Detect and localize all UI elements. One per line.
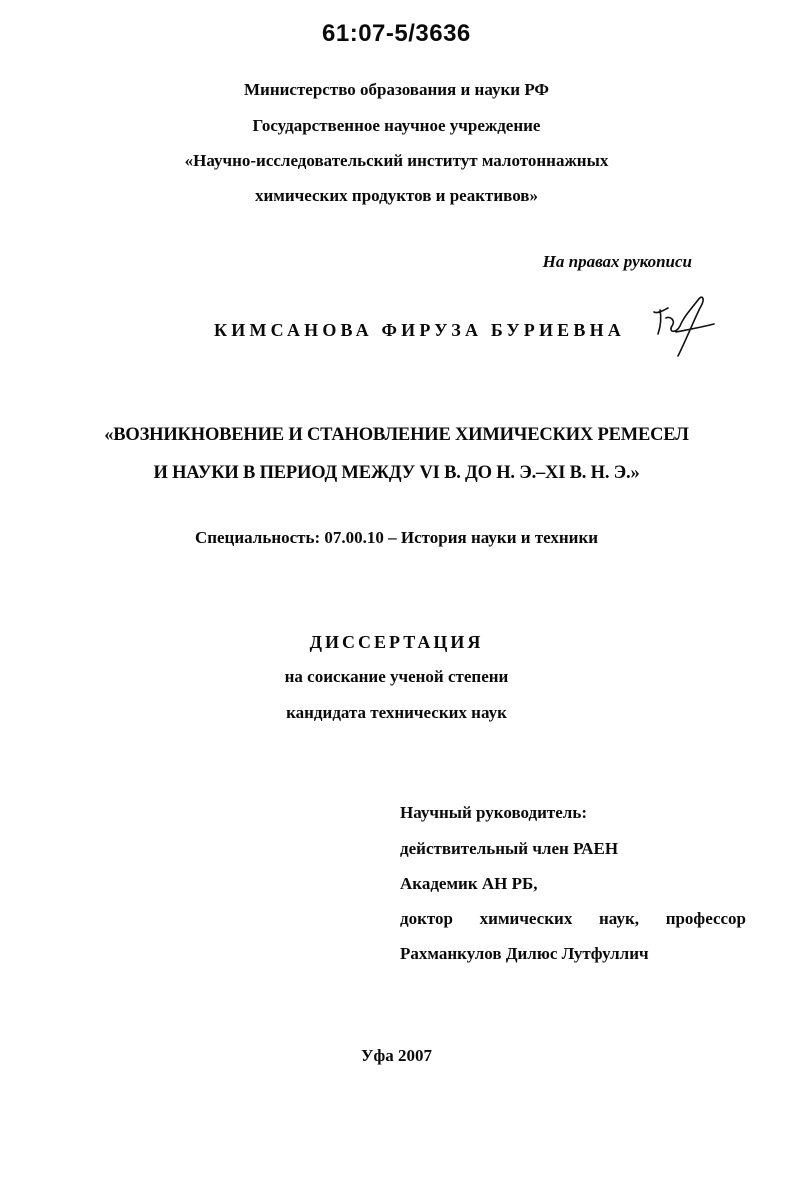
degree-line2: кандидата технических наук bbox=[286, 703, 507, 722]
degree-line1: на соискание ученой степени bbox=[284, 667, 509, 686]
dissertation-title-line2: И НАУКИ В ПЕРИОД МЕЖДУ VI В. ДО Н. Э.–XI В. Н. Э.» bbox=[153, 463, 640, 483]
supervisor-line1: действительный член РАЕН bbox=[400, 839, 619, 858]
supervisor-line3 bbox=[400, 909, 746, 929]
supervisor-name: Рахманкулов Дилюс Лутфуллич bbox=[400, 944, 649, 963]
document-type: ДИССЕРТАЦИЯ bbox=[309, 632, 484, 652]
specialty: Специальность: 07.00.10 – История науки и техники bbox=[194, 528, 599, 547]
dissertation-title-line1: «ВОЗНИКНОВЕНИЕ И СТАНОВЛЕНИЕ ХИМИЧЕСКИХ РЕМЕСЕЛ bbox=[104, 425, 689, 445]
supervisor-line2: Академик АН РБ, bbox=[400, 874, 538, 893]
signature bbox=[646, 290, 716, 360]
supervisor-line3-word: профессор bbox=[665, 909, 746, 928]
supervisor-line3-word: доктор bbox=[400, 909, 453, 928]
institution-name-line2: химических продуктов и реактивов» bbox=[255, 186, 538, 205]
institution-name-line1: «Научно-исследовательский институт малотоннажных bbox=[184, 151, 609, 170]
author-name: КИМСАНОВА ФИРУЗА БУРИЕВНА bbox=[214, 320, 625, 340]
institution-type: Государственное научное учреждение bbox=[252, 116, 541, 135]
manuscript-note: На правах рукописи bbox=[542, 252, 692, 271]
supervisor-line3-word: наук, bbox=[599, 909, 639, 928]
catalog-code: 61:07-5/3636 bbox=[322, 20, 471, 47]
supervisor-line3-word: химических bbox=[479, 909, 573, 928]
ministry-name: Министерство образования и науки РФ bbox=[243, 80, 550, 99]
supervisor-heading: Научный руководитель: bbox=[400, 803, 587, 822]
city-year: Уфа 2007 bbox=[361, 1046, 432, 1065]
